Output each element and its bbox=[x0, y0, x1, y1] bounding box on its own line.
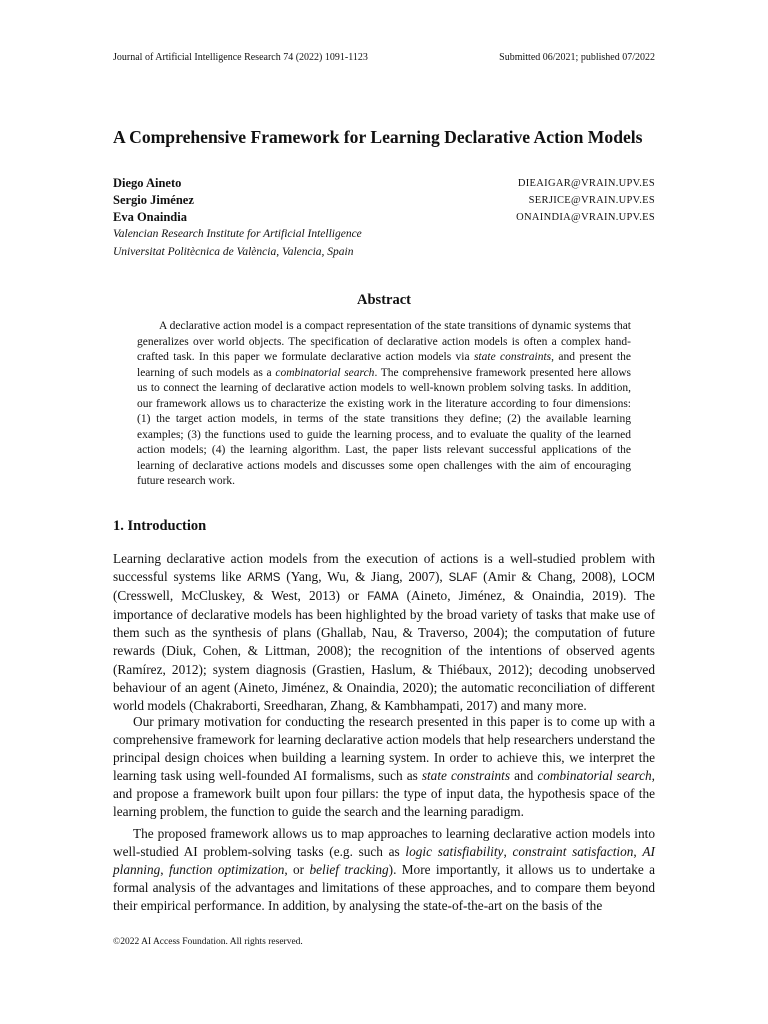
copyright-footer: ©2022 AI Access Foundation. All rights reserved. bbox=[113, 937, 303, 947]
author-email: ONAINDIA@VRAIN.UPV.ES bbox=[516, 212, 655, 223]
journal-header: Journal of Artificial Intelligence Research 74 (2022) 1091-1123 bbox=[113, 52, 368, 63]
paragraph-3: The proposed framework allows us to map approaches to learning declarative action models into well-studied AI problem-solving tasks (e.g. such as logic satisfiability, constraint satisfaction, AI planning, function optimization, or belief tracking). More importantly, it allows us to undertake a formal analysis of the advantages and limitations of these approaches, and to compare them beyond their empirical performance. In addition, by analysing the state-of-the-art on the basis of the bbox=[113, 826, 655, 914]
affiliation-university: Universitat Politècnica de València, Valencia, Spain bbox=[113, 246, 354, 258]
paper-title: A Comprehensive Framework for Learning Declarative Action Models bbox=[113, 127, 643, 147]
author-email: DIEAIGAR@VRAIN.UPV.ES bbox=[517, 178, 655, 189]
paragraph-2: Our primary motivation for conducting the research presented in this paper is to come up with a comprehensive framework for learning declarative action models that help researchers understand the principal design choices when building a learning system. In order to achieve this, we interpret the learning task using well-founded AI formalisms, such as state constraints and combinatorial search, and propose a framework built upon four pillars: the type of input data, the hypothesis space of the learning problem, the function to guide the search and the learning paradigm. bbox=[113, 714, 655, 820]
affiliation-institute: Valencian Research Institute for Artificial Intelligence bbox=[113, 228, 362, 240]
system-name: LOCM bbox=[621, 572, 656, 585]
abstract-heading: Abstract bbox=[357, 292, 411, 308]
system-name: ARMS bbox=[247, 572, 281, 585]
section-heading: 1. Introduction bbox=[113, 518, 207, 534]
abstract-text: A declarative action model is a compact representation of the state transitions of dynamic systems that generalizes over world objects. The specification of declarative action models is often a complex hand-crafted task. In this paper we formulate declarative action models via state constraints, and present the learning of such models as a combinatorial search. The comprehensive framework presented here allows us to connect the learning of declarative action models to well-known problem solving tasks. In addition, our framework allows us to characterize the existing work in the literature according to four dimensions: (1) the target action models, in terms of the state transitions they define; (2) the available learning examples; (3) the functions used to guide the learning process, and to evaluate the quality of the learned action models; (4) the learning algorithm. Last, the paper lists relevant successful applications of the learning of declarative actions models and discusses some open challenges with the aim of encouraging future research work. bbox=[137, 320, 632, 487]
system-name: FAMA bbox=[367, 591, 399, 604]
author-name: Diego Aineto bbox=[113, 176, 182, 190]
author-name: Sergio Jiménez bbox=[113, 193, 194, 207]
author-email: SERJICE@VRAIN.UPV.ES bbox=[528, 195, 655, 206]
submission-dates: Submitted 06/2021; published 07/2022 bbox=[499, 52, 655, 63]
paragraph-1: Learning declarative action models from the execution of actions is a well-studied problem with successful systems like ARMS (Yang, Wu, & Jiang, 2007), SLAF (Amir & Chang, 2008), LOCM (Cresswell, McCluskey, & West, 2013) or FAMA (Aineto, Jiménez, & Onaindia, 2019). The importance of declarative models has been highlighted by the broad variety of tasks that make use of them such as the synthesis of plans (Ghallab, Nau, & Traverso, 2004); the computation of future rewards (Diuk, Cohen, & Littman, 2008); the recognition of the intentions of observed agents (Ramírez, 2012); system diagnosis (Grastien, Haslum, & Thiébaux, 2012); decoding unobserved behaviour of an agent (Aineto, Jiménez, & Onaindia, 2020); the automatic reconciliation of different world models (Chakraborti, Sreedharan, Zhang, & Kambhampati, 2017) and many more. bbox=[113, 551, 656, 713]
author-name: Eva Onaindia bbox=[113, 210, 187, 224]
system-name: SLAF bbox=[448, 572, 478, 585]
